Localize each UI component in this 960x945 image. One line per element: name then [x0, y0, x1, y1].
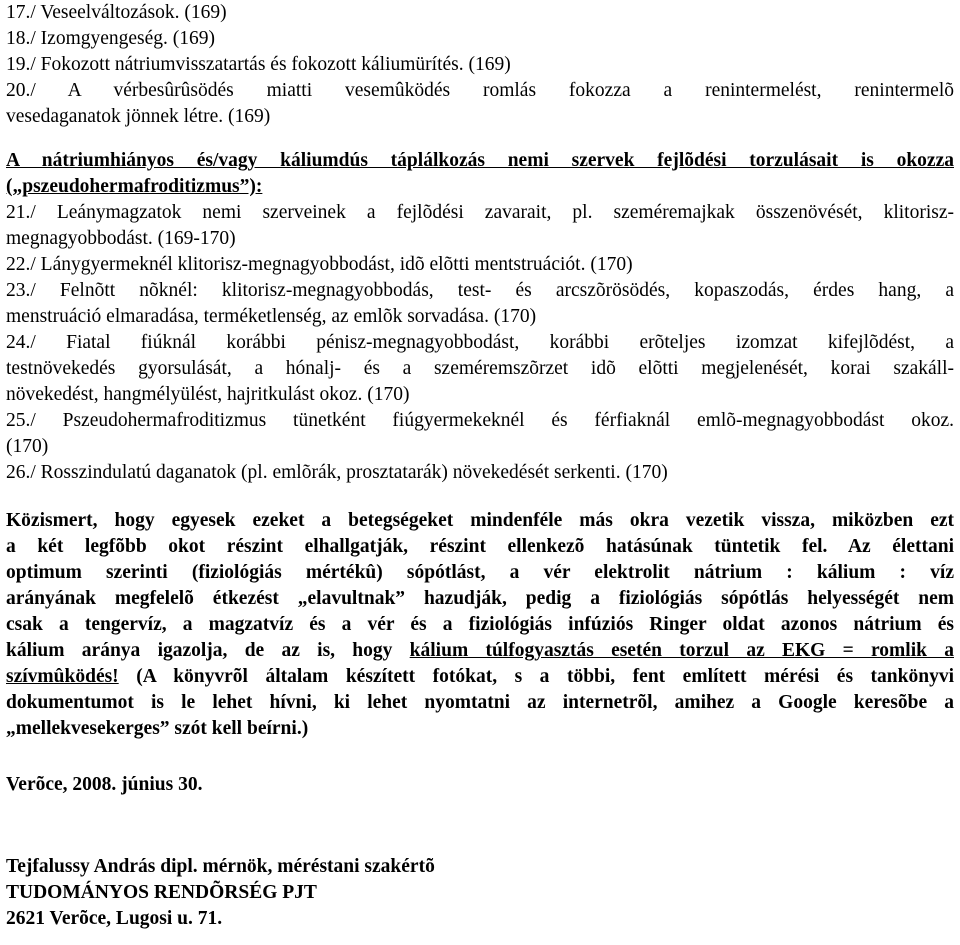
list-item-20-line1: 20./ A vérbesûrûsödés miatti vesemûködés romlás fokozza a renintermelést, renintermelõ — [6, 80, 954, 101]
paragraph-line6-text: kálium aránya igazolja, de az is, hogy — [6, 640, 410, 661]
paragraph-line2: a két legfõbb okot részint elhallgatják, részint ellenkezõ hatásúnak tüntetik fel. Az élettani — [6, 536, 954, 557]
list-item-17: 17./ Veseelváltozások. (169) — [6, 2, 227, 23]
signature-organization: TUDOMÁNYOS RENDÕRSÉG PJT — [6, 882, 317, 903]
paragraph-line3: optimum szerinti (fiziológiás mértékû) sópótlást, a vér elektrolit nátrium : kálium : víz — [6, 562, 954, 583]
list-item-23-line2: menstruáció elmaradása, terméketlenség, az emlõk sorvadása. (170) — [6, 306, 537, 327]
list-item-24-line1: 24./ Fiatal fiúknál korábbi pénisz-megnagyobbodást, korábbi erõteljes izomzat kifejlõdést, a — [6, 332, 954, 353]
list-item-19: 19./ Fokozott nátriumvisszatartás és fokozott káliumürítés. (169) — [6, 54, 511, 75]
paragraph-line5: csak a tengervíz, a magzatvíz és a vér és a fiziológiás infúziós Ringer oldat azonos nátrium és — [6, 614, 954, 635]
signature-address: 2621 Verõce, Lugosi u. 71. — [6, 908, 223, 929]
list-item-23-line1: 23./ Felnõtt nõknél: klitorisz-megnagyobbodás, test- és arcszõrösödés, kopaszodás, érdes hang, a — [6, 280, 954, 301]
list-item-18: 18./ Izomgyengeség. (169) — [6, 28, 216, 49]
list-item-25-line1: 25./ Pszeudohermafroditizmus tünetként fiúgyermekeknél és férfiaknál emlõ-megnagyobbodást okoz. — [6, 410, 954, 431]
list-item-20-line2: vesedaganatok jönnek létre. (169) — [6, 106, 271, 127]
list-item-25-line2: (170) — [6, 436, 49, 457]
document-date: Verõce, 2008. június 30. — [6, 774, 203, 795]
signature-name: Tejfalussy András dipl. mérnök, méréstani szakértõ — [6, 856, 435, 877]
paragraph-line9: „mellekvesekerges” szót kell beírni.) — [6, 718, 309, 739]
paragraph-line7 — [6, 664, 954, 690]
paragraph-line6 — [6, 638, 954, 664]
heart-function-underlined: szívmûködés! — [6, 666, 119, 687]
paragraph-line1: Közismert, hogy egyesek ezeket a betegségeket mindenféle más okra vezetik vissza, miközben ezt — [6, 510, 954, 531]
list-item-24-line2: testnövekedés gyorsulását, a hónalj- és a szeméremszõrzet idõ elõtti megjelenését, korai szakáll- — [6, 358, 954, 379]
list-item-21-line1: 21./ Leánymagzatok nemi szerveinek a fejlõdési zavarait, pl. szeméremajkak összenövését, klitorisz- — [6, 202, 954, 223]
list-item-21-line2: megnagyobbodást. (169-170) — [6, 228, 236, 249]
paragraph-line4: arányának megfelelõ étkezést „elavultnak” hazudják, pedig a fiziológiás sópótlás helyességét nem — [6, 588, 954, 609]
list-item-24-line3: növekedést, hangmélyülést, hajritkulást okoz. (170) — [6, 384, 410, 405]
ekg-warning-underlined: kálium túlfogyasztás esetén torzul az EKG = romlik a — [409, 640, 954, 661]
list-item-22: 22./ Lánygyermeknél klitorisz-megnagyobbodást, idõ elõtti mentstruációt. (170) — [6, 254, 633, 275]
paragraph-line7-text: (A könyvrõl általam készített fotókat, s a többi, fent említett mérési és tankönyvi — [118, 666, 954, 687]
section-heading-line2: („pszeudohermafroditizmus”): — [6, 176, 263, 197]
section-heading-line1: A nátriumhiányos és/vagy káliumdús táplálkozás nemi szervek fejlõdési torzulásait is okozza — [6, 150, 954, 171]
paragraph-line8: dokumentumot is le lehet hívni, ki lehet nyomtatni az internetrõl, amihez a Google keresõbe a — [6, 692, 954, 713]
list-item-26: 26./ Rosszindulatú daganatok (pl. emlõrák, prosztatarák) növekedését serkenti. (170) — [6, 462, 668, 483]
